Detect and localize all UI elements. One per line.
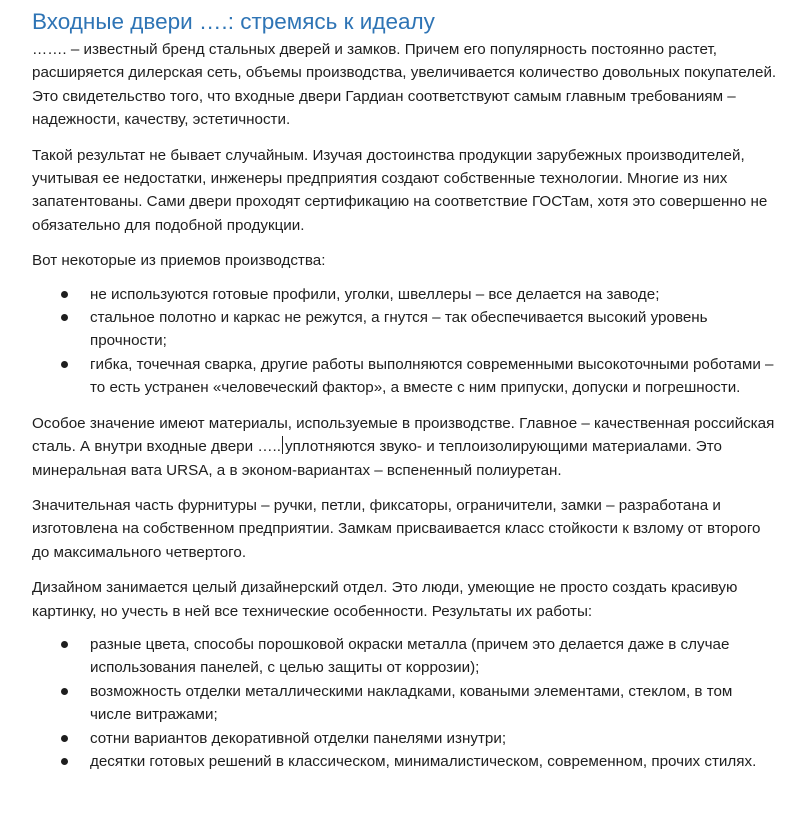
- list-item-text: гибка, точечная сварка, другие работы выполняются современными высокоточными роботами – то есть устранен «человеческий фактор», а вместе с ним припуски, допуски и погрешности.: [90, 355, 774, 397]
- list-item: [90, 283, 777, 306]
- bullet-icon: [61, 688, 68, 695]
- materials-text-start: Особое значение имеют материалы, используемые в производстве. Главное – качественная российская сталь. А внутри входные двери …..: [32, 414, 775, 456]
- production-methods-list: [32, 283, 777, 400]
- list-item-text: возможность отделки металлическими накладками, коваными элементами, стеклом, в том числе витражами;: [90, 682, 733, 724]
- paragraph-intro: ……. – известный бренд стальных дверей и замков. Причем его популярность постоянно растет, расширяется дилерская сеть, объемы производства, увеличивается количество довольных покупателей. Это свидетельство того, что входные двери Гардиан соответствуют самым главным требованиям – надежности, качеству, эстетичности.: [32, 41, 777, 129]
- list-item: [90, 750, 777, 773]
- list-item: [90, 633, 777, 680]
- paragraph-methods-intro: Вот некоторые из приемов производства:: [32, 252, 326, 270]
- paragraph-materials[interactable]: [32, 412, 777, 482]
- list-item-text: стальное полотно и каркас не режутся, а гнутся – так обеспечивается высокий уровень прочности;: [90, 309, 708, 350]
- bullet-icon: [61, 641, 68, 648]
- list-item-text: десятки готовых решений в классическом, минималистическом, современном, прочих стилях.: [90, 752, 757, 770]
- materials-text-end: уплотняются звуко- и теплоизолирующими материалами. Это минеральная вата URSA, а в эконом-вариантах – вспененный полиуретан.: [32, 438, 722, 479]
- bullet-icon: [61, 361, 68, 368]
- list-item-text: разные цвета, способы порошковой окраски металла (причем это делается даже в случае использования панелей, с целью защиты от коррозии);: [90, 635, 730, 677]
- bullet-icon: [61, 314, 68, 321]
- list-item-text: сотни вариантов декоративной отделки панелями изнутри;: [90, 729, 507, 747]
- paragraph-technology: Такой результат не бывает случайным. Изучая достоинства продукции зарубежных производителей, учитывая ее недостатки, инженеры предприятия создают собственные технологии. Многие из них запатентованы. Сами двери проходят сертификацию на соответствие ГОСТам, хотя это совершенно не обязательно для подобной продукции.: [32, 146, 768, 234]
- bullet-icon: [61, 735, 68, 742]
- list-item: [90, 727, 777, 750]
- list-item-text: не используются готовые профили, уголки, швеллеры – все делается на заводе;: [90, 285, 660, 303]
- bullet-icon: [61, 291, 68, 298]
- paragraph-hardware: Значительная часть фурнитуры – ручки, петли, фиксаторы, ограничители, замки – разработана и изготовлена на собственном предприятии. Замкам присваивается класс стойкости к взлому от второго до максимального четвертого.: [32, 496, 761, 561]
- list-item: [90, 680, 777, 727]
- paragraph-design: Дизайном занимается целый дизайнерский отдел. Это люди, умеющие не просто создать красивую картинку, но учесть в ней все технические особенности. Результаты их работы:: [32, 579, 738, 620]
- list-item: [90, 353, 777, 400]
- design-results-list: [32, 633, 777, 773]
- document-title: Входные двери ….: стремясь к идеалу: [32, 9, 435, 34]
- list-item: [90, 306, 777, 353]
- bullet-icon: [61, 758, 68, 765]
- text-cursor: [282, 436, 283, 454]
- document-page: [32, 6, 777, 785]
